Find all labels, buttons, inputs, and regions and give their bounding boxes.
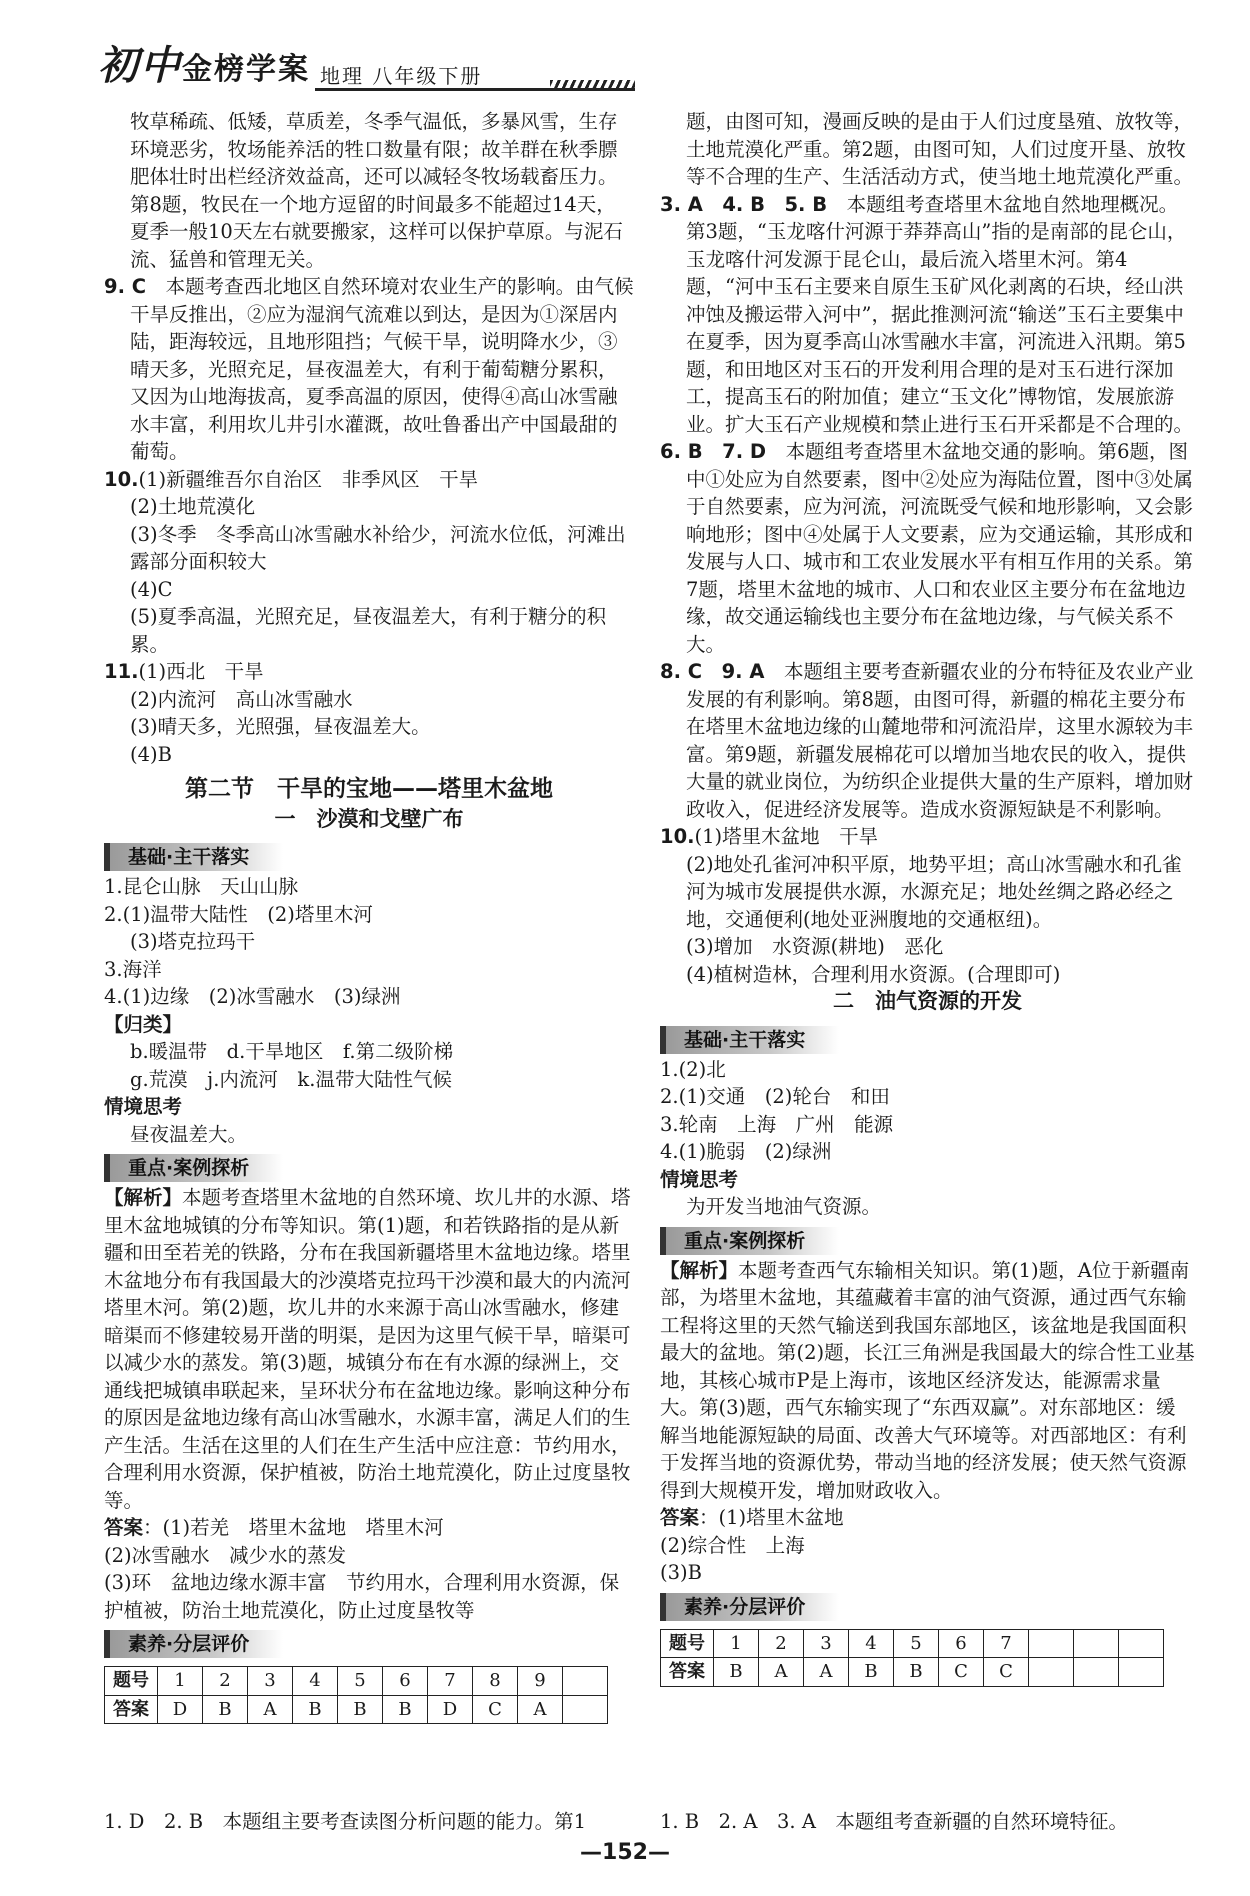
daan: 答案：(1)塔里木盆地 <box>660 1506 844 1529</box>
table-cell: A <box>759 1658 804 1687</box>
table-cell <box>1029 1629 1074 1658</box>
basic-line: 2.(1)温带大陆性 (2)塔里木河 <box>104 902 373 926</box>
answer-line: (3)增加 水资源(耕地) 恶化 <box>686 935 944 958</box>
basic-line: 1.(2)北 <box>660 1057 726 1081</box>
table-cell: 6 <box>383 1667 428 1696</box>
table-cell: 2 <box>759 1629 804 1658</box>
answer-10: 10.(1)塔里木盆地 干旱 <box>660 825 879 848</box>
table-cell <box>1119 1658 1164 1687</box>
table-cell: 4 <box>849 1629 894 1658</box>
table-cell: B <box>203 1695 248 1724</box>
table-cell: 4 <box>293 1667 338 1696</box>
table-head: 题号 <box>105 1667 158 1696</box>
qingjing-text: 为开发当地油气资源。 <box>686 1195 882 1218</box>
answer-line: (2)内流河 高山冰雪融水 <box>130 687 353 711</box>
daan-line: (3)B <box>660 1561 702 1584</box>
table-head: 题号 <box>661 1629 714 1658</box>
table-cell <box>1074 1658 1119 1687</box>
table-cell: C <box>473 1695 518 1724</box>
qingjing-label: 情境思考 <box>104 1095 183 1118</box>
section-title: 第二节 干旱的宝地——塔里木盆地 <box>185 776 553 802</box>
table-cell: A <box>804 1658 849 1687</box>
answer-table <box>660 1629 1164 1687</box>
table-row <box>661 1629 1164 1658</box>
table-cell <box>563 1695 608 1724</box>
daan-line: (3)环 盆地边缘水源丰富 节约用水，合理利用水资源，保护植被，防治土地荒漠化，防止过度垦牧等 <box>104 1571 620 1622</box>
table-cell: 3 <box>804 1629 849 1658</box>
basic-line: 4.(1)脆弱 (2)绿洲 <box>660 1140 832 1163</box>
table-cell: B <box>338 1695 383 1724</box>
right-column <box>660 108 1195 1687</box>
subject-label: 地理 八年级下册 <box>320 64 483 88</box>
guilei-line: g.荒漠 j.内流河 k.温带大陆性气候 <box>130 1067 452 1091</box>
table-cell: 9 <box>518 1667 563 1696</box>
paragraph: 题，由图可知，漫画反映的是由于人们过度垦殖、放牧等，土地荒漠化严重。第2题，由图可知，人们过度开垦、放牧等不合理的生产、生活活动方式，使当地土地荒漠化严重。 <box>686 110 1194 188</box>
table-cell: C <box>984 1658 1029 1687</box>
table-row <box>105 1695 608 1724</box>
table-cell: 6 <box>939 1629 984 1658</box>
table-cell: B <box>383 1695 428 1724</box>
table-cell: B <box>894 1658 939 1687</box>
daan: 答案：(1)若羌 塔里木盆地 塔里木河 <box>104 1516 444 1539</box>
eval-bar: 素养·分层评价 <box>660 1593 839 1621</box>
table-row <box>661 1658 1164 1687</box>
subsection-title: 一 沙漠和戈壁广布 <box>274 806 464 831</box>
answer-line: (4)B <box>130 742 172 766</box>
qingjing-text: 昼夜温差大。 <box>130 1122 248 1146</box>
table-cell: 5 <box>338 1667 383 1696</box>
table-cell: 5 <box>894 1629 939 1658</box>
page-number: —152— <box>580 1840 670 1865</box>
answer-10: 10.(1)新疆维吾尔自治区 非季风区 干旱 <box>104 467 479 491</box>
guilei-line: b.暖温带 d.干旱地区 f.第二级阶梯 <box>130 1040 454 1063</box>
table-cell: 7 <box>984 1629 1029 1658</box>
answer-line: (3)冬季 冬季高山冰雪融水补给少，河流水位低，河滩出露部分面积较大 <box>130 522 626 573</box>
table-cell: D <box>428 1695 473 1724</box>
footer-answer-right: 1. B 2. A 3. A 本题组考查新疆的自然环境特征。 <box>660 1810 1128 1833</box>
answer-9: 9. C 本题考查西北地区自然环境对农业生产的影响。由气候干旱反推出，②应为湿润气流难以到达，是因为①深居内陆，距海较远，且地形阻挡；气候干旱，说明降水少，③晴天多，光照充足，昼夜温差大，有利于葡萄糖分累积，又因为山地海拔高，夏季高温的原因，使得④高山冰雪融水丰富，利用坎儿井引水灌溉，故吐鲁番出产中国最甜的葡萄。 <box>104 275 634 463</box>
table-cell: 2 <box>203 1667 248 1696</box>
basic-line: 3.轮南 上海 广州 能源 <box>660 1112 894 1136</box>
daan-line: (2)冰雪融水 减少水的蒸发 <box>104 1543 347 1567</box>
table-cell: 1 <box>714 1629 759 1658</box>
table-cell: B <box>293 1695 338 1724</box>
page-header <box>90 28 1170 94</box>
table-cell: B <box>849 1658 894 1687</box>
jiexi: 【解析】本题考查塔里木盆地的自然环境、坎儿井的水源、塔里木盆地城镇的分布等知识。第(1)题，和若铁路指的是从新疆和田至若羌的铁路，分布在我国新疆塔里木盆地边缘。塔里木盆地分布有我国最大的沙漠塔克拉玛干沙漠和最大的内流河塔里木河。第(2)题，坎儿井的水来源于高山冰雪融水，修建暗渠而不修建较易开凿的明渠，是因为这里气候干旱，暗渠可以减少水的蒸发。第(3)题，城镇分布在有水源的绿洲上，交通线把城镇串联起来，呈环状分布在盆地边缘。影响这种分布的原因是盆地边缘有高山冰雪融水，水源丰富，满足人们的生产生活。生活在这里的人们在生产生活中应注意：节约用水，合理利用水资源，保护植被，防治土地荒漠化，防止过度垦牧等。 <box>104 1186 631 1512</box>
answer-line: (5)夏季高温，光照充足，昼夜温差大，有利于糖分的积累。 <box>130 605 607 656</box>
table-cell: 3 <box>248 1667 293 1696</box>
answer-line: (2)土地荒漠化 <box>130 495 256 518</box>
basic-line: 2.(1)交通 (2)轮台 和田 <box>660 1085 890 1108</box>
answer-line: (2)地处孔雀河冲积平原，地势平坦；高山冰雪融水和孔雀河为城市发展提供水源，水源充足；地处丝绸之路必经之地，交通便利(地处亚洲腹地的交通枢纽)。 <box>686 852 1182 931</box>
jiexi: 【解析】本题考查西气东输相关知识。第(1)题，A位于新疆南部，为塔里木盆地，其蕴藏着丰富的油气资源，通过西气东输工程将这里的天然气输送到我国东部地区，该盆地是我国面积最大的盆地。第(2)题，长江三角洲是我国最大的综合性工业基地，其核心城市P是上海市，该地区经济发达，能源需求量大。第(3)题，西气东输实现了“东西双赢”。对东部地区：缓解当地能源短缺的局面、改善大气环境等。对西部地区：有利于发挥当地的资源优势，带动当地的经济发展；使天然气资源得到大规模开发，增加财政收入。 <box>660 1258 1195 1502</box>
answer-3-5: 3. A 4. B 5. B 本题组考查塔里木盆地自然地理概况。第3题，“玉龙喀什河源于莽莽高山”指的是南部的昆仑山，玉龙喀什河发源于昆仑山，最后流入塔里木河。第4题，“河中玉石主要来自原生玉矿风化剥离的石块，经山洪冲蚀及搬运带入河中”，据此推测河流“输送”玉石主要集中在夏季，因为夏季高山冰雪融水丰富，河流进入汛期。第5题，和田地区对玉石的开发利用合理的是对玉石进行深加工，提高玉石的附加值；建立“玉文化”博物馆，发展旅游业。扩大玉石产业规模和禁止进行玉石开采都是不合理的。 <box>660 192 1194 436</box>
table-cell: 8 <box>473 1667 518 1696</box>
answer-line: (3)晴天多，光照强，昼夜温差大。 <box>130 715 431 738</box>
table-head: 答案 <box>105 1695 158 1724</box>
book-brand: 初中金榜学案 <box>98 43 310 89</box>
table-row <box>105 1667 608 1696</box>
basic-line: 3.海洋 <box>104 957 162 981</box>
daan-line: (2)综合性 上海 <box>660 1533 805 1557</box>
table-cell <box>1119 1629 1164 1658</box>
footer-answer-left: 1. D 2. B 本题组主要考查读图分析问题的能力。第1 <box>104 1810 586 1833</box>
table-cell: C <box>939 1658 984 1687</box>
qingjing-label: 情境思考 <box>660 1167 739 1191</box>
table-cell <box>1074 1629 1119 1658</box>
answer-table <box>104 1666 608 1724</box>
table-cell: A <box>518 1695 563 1724</box>
table-cell <box>563 1667 608 1696</box>
answer-11: 11.(1)西北 干旱 <box>104 660 264 683</box>
basic-line: 1.昆仑山脉 天山山脉 <box>104 875 299 898</box>
basic-bar: 基础·主干落实 <box>104 843 283 871</box>
basic-line: (3)塔克拉玛干 <box>130 930 256 953</box>
answer-6-7: 6. B 7. D 本题组考查塔里木盆地交通的影响。第6题，图中①处应为自然要素，图中②处应为海陆位置，图中③处属于自然要素，应为河流，河流既受气候和地形影响，又会影响地形；图中④处属于人文要素，应为交通运输，其形成和发展与人口、城市和工农业发展水平有相互作用的关系。第7题，塔里木盆地的城市、人口和农业区主要分布在盆地边缘，故交通运输线也主要分布在盆地边缘，与气候关系不大。 <box>660 440 1194 656</box>
header-hatch <box>550 80 635 90</box>
table-cell: 7 <box>428 1667 473 1696</box>
table-cell: 1 <box>158 1667 203 1696</box>
subsection-title: 二 油气资源的开发 <box>833 989 1022 1013</box>
eval-bar: 素养·分层评价 <box>104 1630 283 1658</box>
table-cell: B <box>714 1658 759 1687</box>
answer-line: (4)植树造林，合理利用水资源。(合理即可) <box>686 962 1061 986</box>
table-cell: A <box>248 1695 293 1724</box>
answer-8-9: 8. C 9. A 本题组主要考查新疆农业的分布特征及农业产业发展的有利影响。第8题，由图可得，新疆的棉花主要分布在塔里木盆地边缘的山麓地带和河流沿岸，这里水源较为丰富。第9题，新疆发展棉花可以增加当地农民的收入，提供大量的就业岗位，为纺织企业提供大量的生产原料，增加财政收入，促进经济发展等。造成水资源短缺是不利影响。 <box>660 660 1194 821</box>
guilei-label: 【归类】 <box>104 1012 183 1036</box>
table-cell: D <box>158 1695 203 1724</box>
basic-bar: 基础·主干落实 <box>660 1026 839 1054</box>
answer-line: (4)C <box>130 577 173 601</box>
paragraph: 牧草稀疏、低矮，草质差，冬季气温低，多暴风雪，生存环境恶劣，牧场能养活的牲口数量有限；故羊群在秋季膘肥体壮时出栏经济效益高，还可以减轻冬牧场载畜压力。第8题，牧民在一个地方逗留的时间最多不能超过14天，夏季一般10天左右就要搬家，这样可以保护草原。与泥石流、猛兽和管理无关。 <box>130 110 623 271</box>
table-cell <box>1029 1658 1074 1687</box>
key-bar: 重点·案例探析 <box>104 1154 283 1182</box>
basic-line: 4.(1)边缘 (2)冰雪融水 (3)绿洲 <box>104 985 401 1008</box>
left-column <box>104 108 634 1724</box>
table-head: 答案 <box>661 1658 714 1687</box>
key-bar: 重点·案例探析 <box>660 1227 839 1255</box>
